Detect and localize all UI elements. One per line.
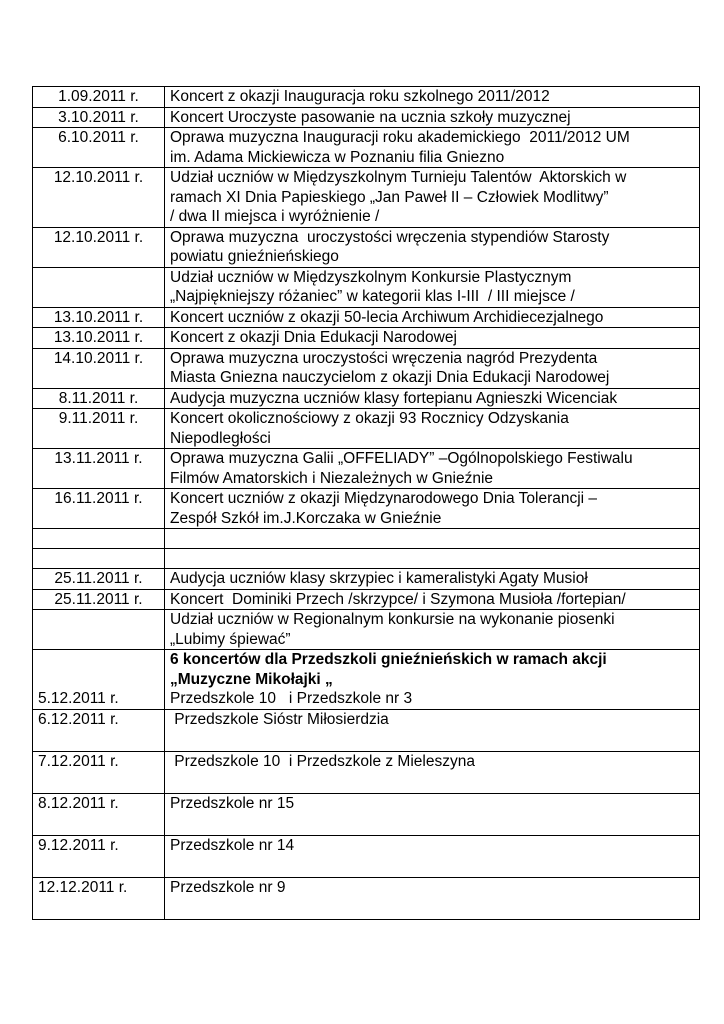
table-row	[33, 589, 700, 610]
table-row	[33, 107, 700, 128]
event-description-line: powiatu gnieźnieńskiego	[170, 248, 339, 265]
event-description	[165, 877, 700, 919]
table-row	[33, 328, 700, 349]
event-description-line: Koncert okolicznościowy z okazji 93 Rocznicy Odzyskania	[170, 410, 569, 427]
table-row	[33, 835, 700, 877]
event-description	[165, 107, 700, 128]
event-date: 6.10.2011 r.	[33, 128, 165, 168]
event-date: 9.11.2011 r.	[33, 409, 165, 449]
event-date	[33, 267, 165, 307]
event-description-line: Udział uczniów w Międzyszkolnym Turnieju Talentów Aktorskich w	[170, 169, 627, 186]
event-description-line: Koncert z okazji Inauguracja roku szkolnego 2011/2012	[170, 88, 550, 105]
event-date: 3.10.2011 r.	[33, 107, 165, 128]
event-date: 1.09.2011 r.	[33, 87, 165, 108]
event-description	[165, 529, 700, 549]
event-description-line: Audycja muzyczna uczniów klasy fortepianu Agnieszki Wicenciak	[170, 389, 618, 407]
event-description	[165, 348, 700, 388]
event-description-line: Przedszkole nr 15	[170, 794, 295, 812]
event-description-line: Oprawa muzyczna uroczystości wręczenia nagród Prezydenta	[170, 349, 598, 367]
table-row	[33, 650, 700, 710]
event-date: 16.11.2011 r.	[33, 489, 165, 529]
event-description	[165, 589, 700, 610]
table-row	[33, 751, 700, 793]
event-description	[165, 793, 700, 835]
event-date: 25.11.2011 r.	[33, 569, 165, 590]
event-description-line: Filmów Amatorskich i Niezależnych w Gnieźnie	[170, 469, 494, 487]
event-description	[165, 409, 700, 449]
event-date: 12.10.2011 r.	[33, 227, 165, 267]
table-row	[33, 409, 700, 449]
event-date: 12.10.2011 r.	[33, 168, 165, 228]
event-date: 14.10.2011 r.	[33, 348, 165, 388]
event-description	[165, 610, 700, 650]
event-date: 7.12.2011 r.	[33, 751, 165, 793]
event-date: 25.11.2011 r.	[33, 589, 165, 610]
event-description-line: Koncert uczniów z okazji Międzynarodowego Dnia Tolerancji –	[170, 490, 598, 507]
event-description-line: Przedszkole nr 9	[170, 878, 286, 896]
table-row	[33, 793, 700, 835]
table-row	[33, 267, 700, 307]
event-heading-line: 6 koncertów dla Przedszkoli gnieźnieńskich w ramach akcji	[170, 651, 607, 668]
event-description-line: Koncert Dominiki Przech /skrzypce/ i Szymona Musioła /fortepian/	[170, 590, 626, 608]
table-row	[33, 307, 700, 328]
event-description-line: Przedszkole 10 i Przedszkole z Mieleszyna	[170, 752, 475, 770]
table-row	[33, 348, 700, 388]
table-row	[33, 388, 700, 409]
event-description-line: Oprawa muzyczna Galii „OFFELIADY” –Ogólnopolskiego Festiwalu	[170, 450, 633, 467]
table-row	[33, 87, 700, 108]
event-date: 13.10.2011 r.	[33, 328, 165, 349]
table-row	[33, 449, 700, 489]
event-date: 8.11.2011 r.	[33, 388, 165, 409]
table-row	[33, 569, 700, 590]
event-description-line: Udział uczniów w Międzyszkolnym Konkursie Plastycznym	[170, 268, 572, 286]
events-table-body	[33, 87, 700, 920]
event-description-line: Przedszkole Sióstr Miłosierdzia	[170, 710, 389, 728]
table-row	[33, 709, 700, 751]
event-date: 6.12.2011 r.	[33, 709, 165, 751]
event-description-line: Oprawa muzyczna Inauguracji roku akademickiego 2011/2012 UM	[170, 129, 630, 146]
event-date: 12.12.2011 r.	[33, 877, 165, 919]
event-description-line: Niepodległości	[170, 429, 271, 447]
event-description-line: Koncert uczniów z okazji 50-lecia Archiwum Archidiecezjalnego	[170, 308, 604, 326]
event-heading-line: „Muzyczne Mikołajki „	[170, 670, 333, 688]
event-description-line: Miasta Gniezna nauczycielom z okazji Dnia Edukacji Narodowej	[170, 369, 610, 386]
event-description	[165, 569, 700, 590]
event-date: 9.12.2011 r.	[33, 835, 165, 877]
event-date: 13.11.2011 r.	[33, 449, 165, 489]
event-description	[165, 267, 700, 307]
event-description-line: Audycja uczniów klasy skrzypiec i kameralistyki Agaty Musioł	[170, 570, 588, 587]
event-description-line: Przedszkole 10 i Przedszkole nr 3	[170, 690, 413, 707]
event-date	[33, 610, 165, 650]
table-row	[33, 549, 700, 569]
event-date: 5.12.2011 r.	[33, 650, 165, 710]
event-description-line: Zespół Szkół im.J.Korczaka w Gnieźnie	[170, 509, 442, 527]
event-description	[165, 128, 700, 168]
event-description-line: Koncert z okazji Dnia Edukacji Narodowej	[170, 329, 457, 346]
event-description	[165, 835, 700, 877]
event-description	[165, 227, 700, 267]
event-date	[33, 549, 165, 569]
event-description-line: Udział uczniów w Regionalnym konkursie na wykonanie piosenki	[170, 611, 615, 628]
event-description-line: Przedszkole nr 14	[170, 836, 295, 854]
event-description	[165, 489, 700, 529]
table-row	[33, 168, 700, 228]
table-row	[33, 610, 700, 650]
event-description	[165, 168, 700, 228]
event-description-line: „Lubimy śpiewać”	[170, 630, 291, 648]
event-description-line: Koncert Uroczyste pasowanie na ucznia szkoły muzycznej	[170, 108, 571, 126]
table-row	[33, 128, 700, 168]
table-row	[33, 489, 700, 529]
event-description	[165, 751, 700, 793]
event-date: 13.10.2011 r.	[33, 307, 165, 328]
event-description	[165, 388, 700, 409]
event-description	[165, 709, 700, 751]
event-description	[165, 307, 700, 328]
events-table	[32, 86, 700, 920]
table-row	[33, 877, 700, 919]
event-description	[165, 449, 700, 489]
event-description	[165, 549, 700, 569]
event-description-line: Oprawa muzyczna uroczystości wręczenia stypendiów Starosty	[170, 228, 610, 246]
event-description-line: im. Adama Mickiewicza w Poznaniu filia Gniezno	[170, 148, 505, 166]
table-row	[33, 529, 700, 549]
event-description-line: ramach XI Dnia Papieskiego „Jan Paweł II – Człowiek Modlitwy”	[170, 188, 609, 206]
event-description	[165, 87, 700, 108]
event-description-line: „Najpiękniejszy różaniec” w kategorii klas I-III / III miejsce /	[170, 288, 575, 305]
event-description	[165, 650, 700, 710]
event-description	[165, 328, 700, 349]
table-row	[33, 227, 700, 267]
event-description-line: / dwa II miejsca i wyróżnienie /	[170, 208, 380, 225]
event-date: 8.12.2011 r.	[33, 793, 165, 835]
event-date	[33, 529, 165, 549]
